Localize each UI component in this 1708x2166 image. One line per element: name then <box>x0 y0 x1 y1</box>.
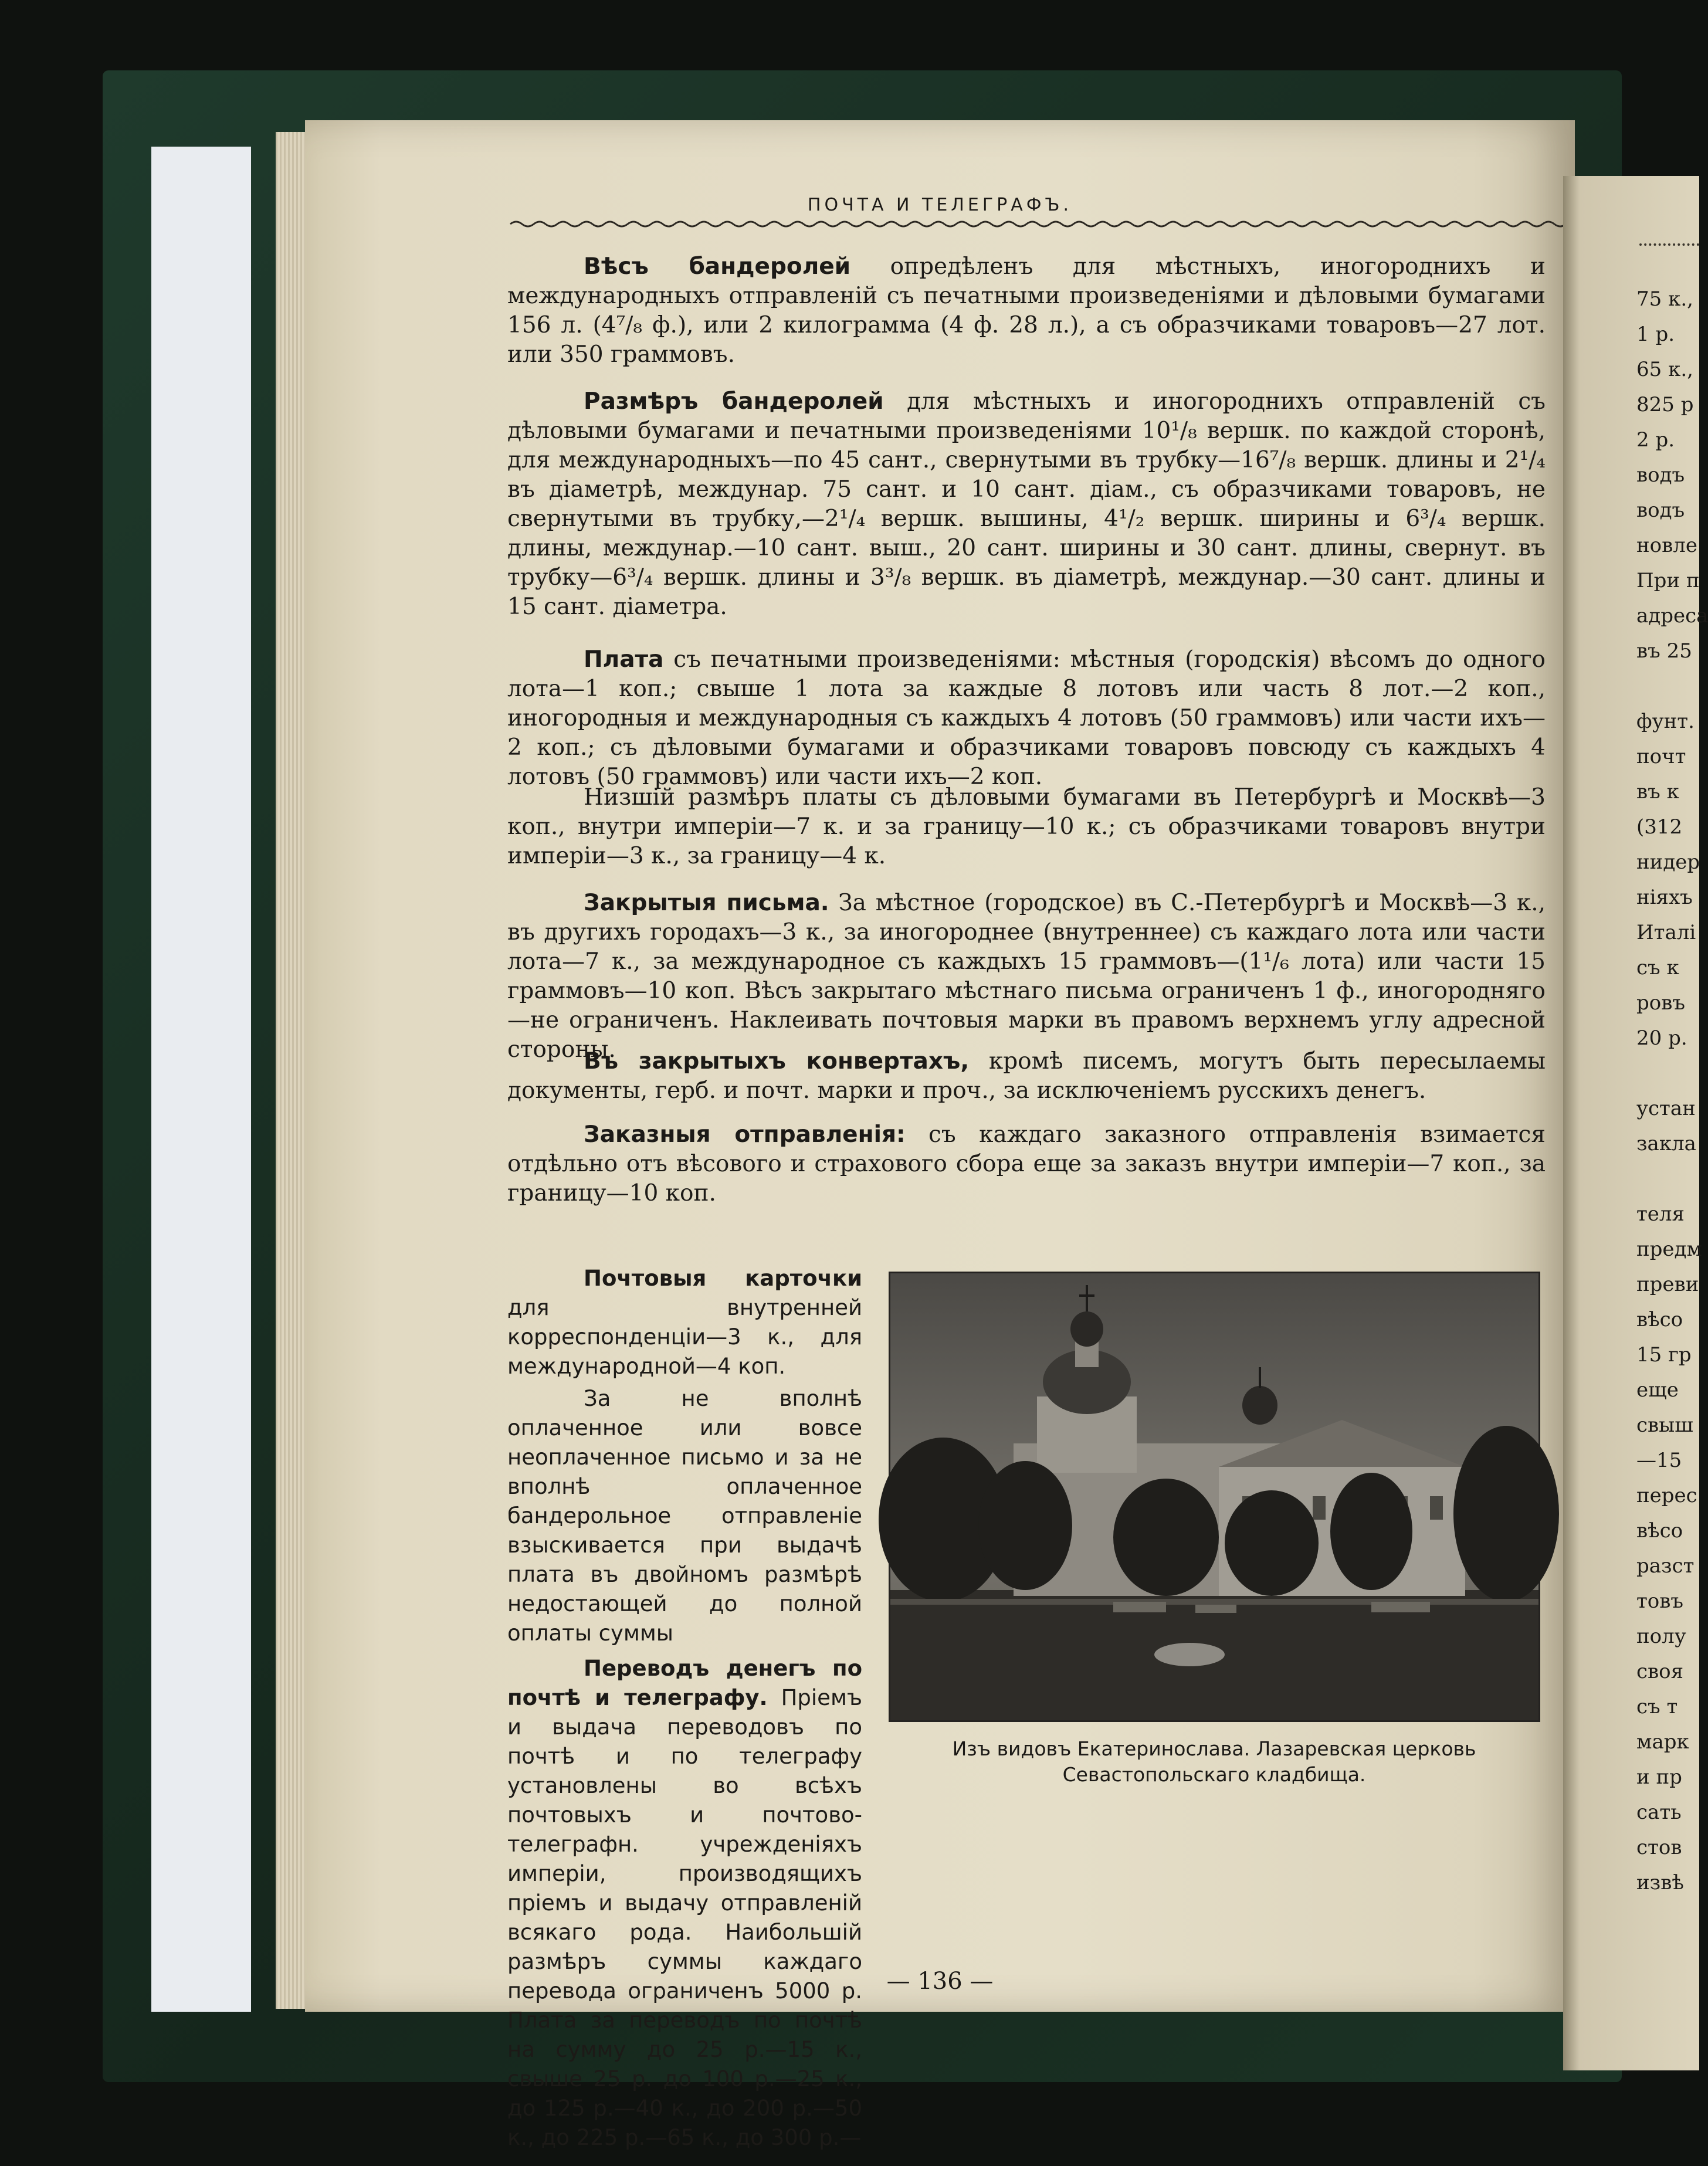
next-page-line: 2 р. <box>1636 428 1675 452</box>
next-page-line: закла <box>1636 1132 1696 1155</box>
next-page-line: адреса <box>1636 604 1708 628</box>
text: для внутренней корреспонденціи—3 к., для международной—4 коп. <box>507 1295 862 1379</box>
next-page-line: новле <box>1636 534 1697 557</box>
paragraph-underpaid <box>507 1384 862 1648</box>
next-page-line: свыш <box>1636 1414 1693 1437</box>
paragraph-envelopes <box>507 1047 1546 1106</box>
next-page-edge <box>1563 176 1708 2070</box>
next-page-line: вѣсо <box>1636 1308 1683 1331</box>
next-page-header-rule <box>1639 243 1699 246</box>
next-page-line: водъ <box>1636 499 1685 522</box>
next-page-line: нидер <box>1636 850 1700 874</box>
text: Пріемъ и выдача переводовъ по почтѣ и по телеграфу установлены во всѣхъ почтовыхъ и почтово-телеграфн. учреждeніяхъ имперіи, производящихъ пріемъ и выдачу отправленій всякаго рода. Наибольшій размѣръ суммы каждаго перевода ограниченъ 5000 р. Плата за переводъ по почтѣ на сумму до 25 р.—15 к., свыше 25 р. до 100 р.—25 к., до 125 р.—40 к., до 200 р.—50 к., до 225 р.—65 к., до 300 р.— <box>507 1685 863 2150</box>
next-page-line: своя <box>1636 1660 1684 1683</box>
next-page-line: Италі <box>1636 921 1696 944</box>
paragraph-postcards <box>507 1264 862 1381</box>
next-page-line: ніяхъ <box>1636 886 1693 909</box>
next-page-line: сать <box>1636 1801 1682 1824</box>
next-page-line: При п <box>1636 569 1700 592</box>
lead: Плата <box>584 646 664 673</box>
lead: Почтовыя карточки <box>584 1266 862 1291</box>
next-page-line: ровъ <box>1636 991 1686 1015</box>
running-header: ПОЧТА И ТЕЛЕГРАФЪ. <box>807 195 1073 215</box>
next-page-line: съ т <box>1636 1695 1678 1718</box>
paragraph-registered <box>507 1120 1546 1208</box>
next-page-line: полу <box>1636 1625 1686 1648</box>
next-page-line: почт <box>1636 745 1686 768</box>
text: За не вполнѣ оплаченное или вовсе неоплаченное письмо и за не вполнѣ оплаченное бандерольное отправленіе взыскивается при выдачѣ плата въ двойномъ размѣрѣ недостающей до полной оплаты суммы <box>507 1386 862 1646</box>
wavy-rule <box>510 211 1566 235</box>
next-page-line: 825 р <box>1636 393 1694 416</box>
flyleaf <box>151 147 251 2012</box>
next-page-line: предм <box>1636 1238 1702 1261</box>
caption-line-1: Изъ видовъ Екатеринослава. Лазаревская церковь <box>952 1737 1476 1760</box>
next-page-line: извѣ <box>1636 1871 1684 1894</box>
next-page-line: съ к <box>1636 956 1679 979</box>
church-photo <box>889 1272 1540 1722</box>
next-page-line: (312 <box>1636 815 1683 839</box>
next-page-line: разст <box>1636 1554 1695 1578</box>
lead: Закрытыя письма. <box>584 890 829 916</box>
next-page-line: марк <box>1636 1730 1689 1754</box>
next-page-line: вѣсо <box>1636 1519 1683 1543</box>
next-page-line: перес <box>1636 1484 1697 1507</box>
text: опредѣленъ для мѣстныхъ, иногороднихъ и международныхъ отправленій съ печатными произведеніями и дѣловыми бумагами 156 л. (4⁷/₈ ф.), или 2 килограмма (4 ф. 28 л.), а съ образчиками товаровъ—27 лот. или 350 граммовъ. <box>507 253 1546 368</box>
next-page-line: стов <box>1636 1836 1682 1859</box>
paragraph-size <box>507 387 1546 622</box>
next-page-line: еще <box>1636 1378 1679 1402</box>
next-page-line: водъ <box>1636 463 1685 487</box>
next-page-line: въ 25 <box>1636 639 1692 663</box>
next-page-line: 15 гр <box>1636 1343 1692 1367</box>
text: для мѣстныхъ и иногороднихъ отправленій съ дѣловыми бумагами и печатными произведеніями 10¹/₈ вершк. по каждой сторонѣ, для международныхъ—по 45 сант., свернутыми въ трубку—16⁷/₈ вершк. длины и 2¹/₄ въ діаметрѣ, междунар. 75 сант. и 10 сант. діам., съ образчиками товаровъ, не свернутыми въ трубку,—2¹/₄ вершк. вышины, 4¹/₂ вершк. ширины и 6³/₄ вершк. длины, междунар.—10 сант. выш., 20 сант. ширины и 30 сант. длины, свернут. въ трубку—6³/₄ вершк. длины и 3³/₈ вершк. въ діаметрѣ, междунар.—30 сант. длины и 15 сант. діаметра. <box>507 388 1546 620</box>
next-page-line: 65 к., <box>1636 358 1693 381</box>
text: Низшій размѣръ платы съ дѣловыми бумагами въ Петербургѣ и Москвѣ—3 коп., внутри имперіи—7 к. и за границу—10 к.; съ образчиками товаровъ внутри имперіи—3 к., за границу—4 к. <box>507 784 1546 869</box>
next-page-line: теля <box>1636 1202 1685 1226</box>
next-page-line: и пр <box>1636 1765 1682 1789</box>
page-number: — 136 — <box>886 1968 994 1995</box>
next-page-line: товъ <box>1636 1589 1684 1613</box>
next-page-line: —15 <box>1636 1449 1682 1472</box>
caption-line-2: Севастопольскаго кладбища. <box>1062 1763 1366 1786</box>
lead: Размѣръ бандеролей <box>584 388 884 415</box>
paragraph-closed-letters <box>507 889 1546 1065</box>
paragraph-money-transfer <box>507 1654 863 2150</box>
next-page-line: фунт. <box>1636 710 1695 733</box>
lead: Переводъ денегъ по почтѣ и телеграфу. <box>507 1656 862 1710</box>
next-page-line: преви <box>1636 1273 1699 1296</box>
paragraph-min-fee <box>507 783 1546 871</box>
text: съ каждаго заказного отправленія взимается отдѣльно отъ вѣсового и страхового сбора еще за заказъ внутри имперіи—7 коп., за границу—10 коп. <box>507 1121 1546 1206</box>
book-page-136 <box>305 120 1575 2150</box>
paragraph-weight <box>507 252 1546 370</box>
next-page-line: 1 р. <box>1636 323 1675 346</box>
text: кромѣ писемъ, могутъ быть пересылаемы документы, герб. и почт. марки и проч., за исключеніемъ русскихъ денегъ. <box>507 1048 1546 1104</box>
next-page-line: 20 р. <box>1636 1026 1687 1050</box>
text: съ печатными произведеніями: мѣстныя (городскія) вѣсомъ до одного лота—1 коп.; свыше 1 лота за каждые 8 лотовъ или часть 8 лот.—2 коп., иногородныя и международныя съ каждыхъ 4 лотовъ (50 граммовъ) или части ихъ—2 коп.; съ дѣловыми бумагами и образчиками товаровъ повсюду съ каждыхъ 4 лотовъ (50 граммовъ) или части ихъ—2 коп. <box>507 646 1546 790</box>
photo-caption <box>877 1736 1551 1788</box>
next-page-line: въ к <box>1636 780 1679 804</box>
lead: Заказныя отправленія: <box>584 1121 906 1148</box>
text: За мѣстное (городское) въ С.-Петербургѣ и Москвѣ—3 к., въ другихъ городахъ—3 к., за иногороднее (внутреннее) съ каждаго лота или части лота—7 к., за международное съ каждыхъ 15 граммовъ—(1¹/₆ лота) или части 15 граммовъ—10 коп. Вѣсъ закрытаго мѣстнаго письма ограниченъ 1 ф., иногородняго—не ограниченъ. Наклеивать почтовыя марки въ правомъ верхнемъ углу адресной стороны. <box>507 890 1546 1063</box>
next-page-line: 75 к., <box>1636 287 1693 311</box>
lead: Въ закрытыхъ конвертахъ, <box>584 1048 970 1074</box>
next-page-line: устан <box>1636 1097 1696 1120</box>
paragraph-fee <box>507 645 1546 792</box>
lead: Вѣсъ бандеролей <box>584 253 851 280</box>
